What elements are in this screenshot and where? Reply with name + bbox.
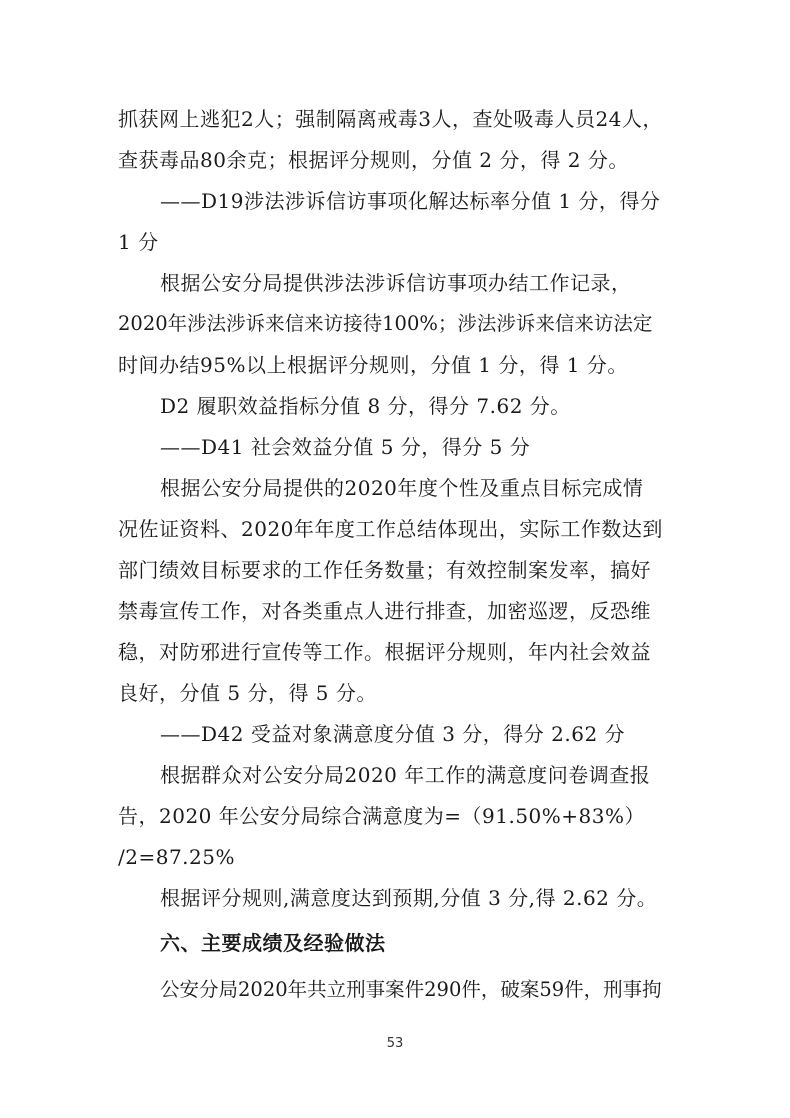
paragraph-line: 1 分	[118, 230, 159, 254]
section-heading: 六、主要成绩及经验做法	[160, 931, 386, 955]
paragraph-line: 部门绩效目标要求的工作任务数量；有效控制案发率，搞好	[118, 558, 651, 582]
item-heading-d42: ——D42 受益对象满意度分值 3 分，得分 2.62 分	[160, 722, 626, 746]
paragraph-line: 根据评分规则,满意度达到预期,分值 3 分,得 2.62 分。	[160, 886, 658, 910]
item-heading-d2: D2 履职效益指标分值 8 分，得分 7.62 分。	[160, 394, 571, 418]
page-number: 53	[386, 1036, 404, 1051]
item-heading-d41: ——D41 社会效益分值 5 分，得分 5 分	[160, 435, 531, 459]
paragraph-line: 查获毒品80余克；根据评分规则，分值 2 分，得 2 分。	[118, 148, 629, 172]
paragraph-line: /2=87.25%	[118, 845, 235, 869]
paragraph-line: 良好，分值 5 分，得 5 分。	[118, 681, 377, 705]
paragraph-line: 根据群众对公安分局2020 年工作的满意度问卷调查报	[160, 763, 651, 787]
item-heading-d19: ——D19涉法涉诉信访事项化解达标率分值 1 分，得分	[160, 189, 661, 213]
paragraph-line: 抓获网上逃犯2人；强制隔离戒毒3人，查处吸毒人员24人，	[118, 107, 663, 131]
paragraph-line: 2020年涉法涉诉来信来访接待100%；涉法涉诉来信来访法定	[118, 312, 653, 335]
paragraph-line: 禁毒宣传工作，对各类重点人进行排查，加密巡逻，反恐维	[118, 599, 651, 623]
paragraph-line: 时间办结95%以上根据评分规则，分值 1 分，得 1 分。	[118, 353, 628, 377]
paragraph-line: 告，2020 年公安分局综合满意度为=（91.50%+83%）	[118, 804, 645, 828]
paragraph-line: 况佐证资料、2020年年度工作总结体现出，实际工作数达到	[118, 517, 663, 541]
paragraph-line: 根据公安分局提供涉法涉诉信访事项办结工作记录，	[160, 271, 632, 295]
paragraph-line: 根据公安分局提供的2020年度个性及重点目标完成情	[160, 476, 644, 500]
paragraph-line: 公安分局2020年共立刑事案件290件，破案59件，刑事拘	[160, 978, 662, 1001]
paragraph-line: 稳，对防邪进行宣传等工作。根据评分规则，年内社会效益	[118, 640, 651, 664]
